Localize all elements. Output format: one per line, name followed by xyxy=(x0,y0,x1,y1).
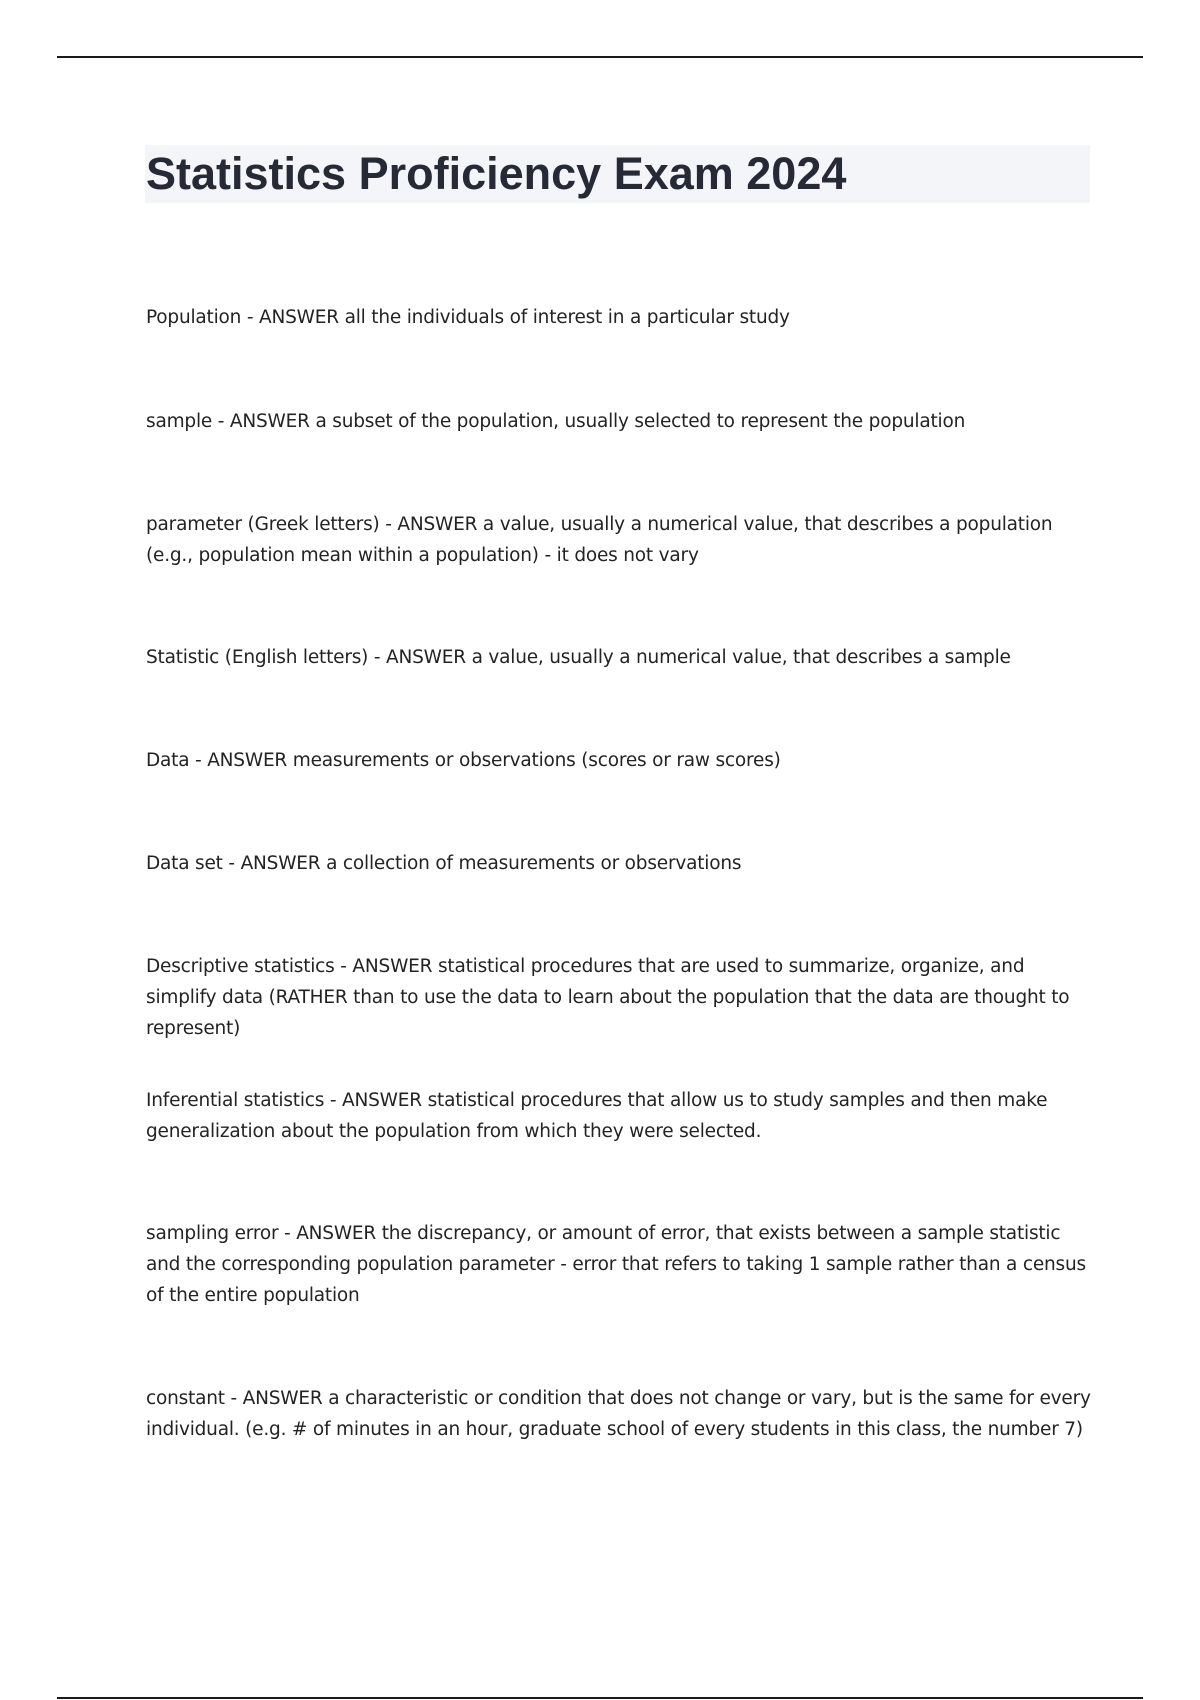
qa-entry-population: Population - ANSWER all the individuals of interest in a particular study xyxy=(146,307,790,328)
qa-entry-sample: sample - ANSWER a subset of the population, usually selected to represent the population xyxy=(146,411,966,432)
page-title: Statistics Proficiency Exam 2024 xyxy=(146,148,847,199)
qa-entry-statistic: Statistic (English letters) - ANSWER a value, usually a numerical value, that describes a sample xyxy=(146,647,1011,668)
qa-entry-data-set: Data set - ANSWER a collection of measurements or observations xyxy=(146,853,742,874)
qa-entry-data: Data - ANSWER measurements or observations (scores or raw scores) xyxy=(146,750,781,771)
header-rule xyxy=(57,56,1143,58)
qa-entry-inferential-statistics: Inferential statistics - ANSWER statistical procedures that allow us to study samples and then make generalization about the population from which they were selected. xyxy=(146,1090,1048,1142)
footer-rule xyxy=(57,1697,1143,1699)
qa-entry-parameter: parameter (Greek letters) - ANSWER a value, usually a numerical value, that describes a population (e.g., population mean within a population) - it does not vary xyxy=(146,514,1053,566)
qa-entry-descriptive-statistics: Descriptive statistics - ANSWER statistical procedures that are used to summarize, organize, and simplify data (RATHER than to use the data to learn about the population that the data are thought to represent) xyxy=(146,956,1070,1039)
qa-entry-sampling-error: sampling error - ANSWER the discrepancy, or amount of error, that exists between a sample statistic and the corresponding population parameter - error that refers to taking 1 sample rather than a census of the entire population xyxy=(146,1223,1086,1306)
qa-entry-constant: constant - ANSWER a characteristic or condition that does not change or vary, but is the same for every individual. (e.g. # of minutes in an hour, graduate school of every students in this class, the number 7) xyxy=(146,1388,1091,1440)
